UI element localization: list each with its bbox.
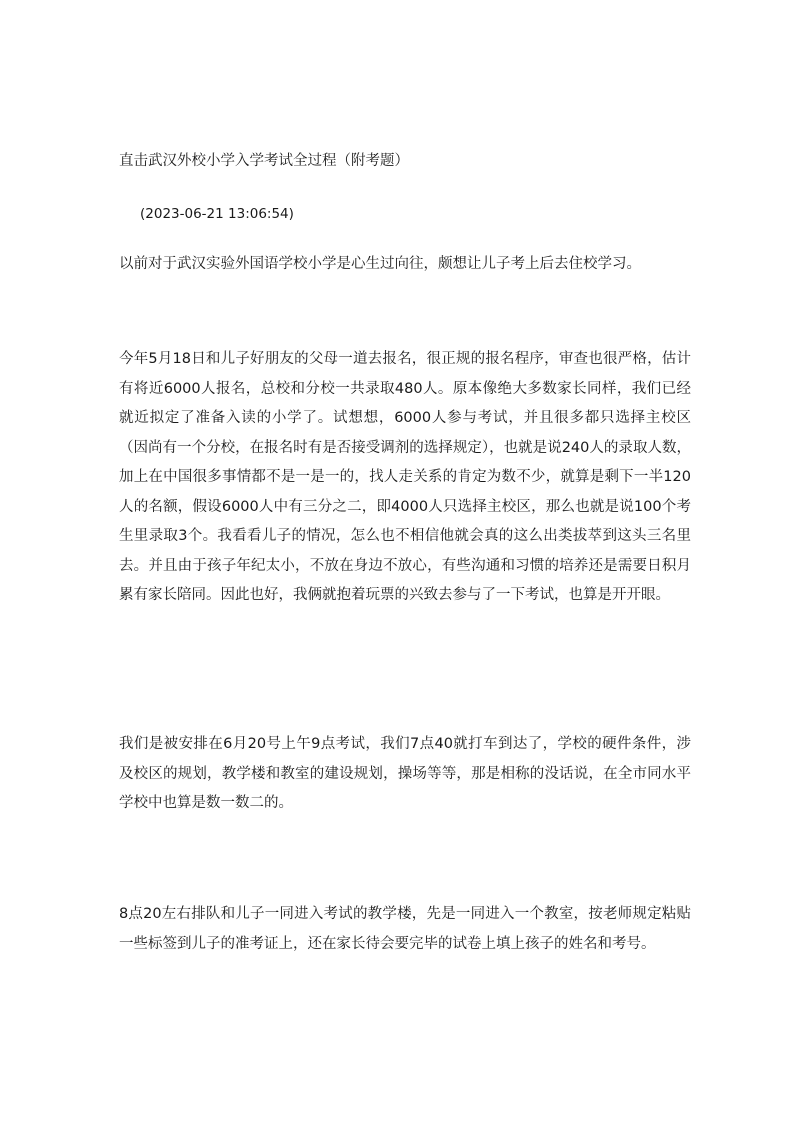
article-title: 直击武汉外校小学入学考试全过程（附考题）: [119, 153, 409, 169]
paragraph-registration: 今年5月18日和儿子好朋友的父母一道去报名，很正规的报名程序，审查也很严格，估计有将近6000人报名，总校和分校一共录取480人。原本像绝大多数家长同样，我们已经就近拟定了准备入读的小学了。试想想，6000人参与考试，并且很多都只选择主校区（因尚有一个分校，在报名时有是否接受调剂的选择规定），也就是说240人的录取人数，加上在中国很多事情都不是一是一的，找人走关系的肯定为数不少，就算是剩下一半120人的名额，假设6000人中有三分之二，即4000人只选择主校区，那么也就是说100个考生里录取3个。我看看儿子的情况，怎么也不相信他就会真的这么出类拔萃到这头三名里去。并且由于孩子年纪太小，不放在身边不放心，有些沟通和习惯的培养还是需要日积月累有家长陪同。因此也好，我俩就抱着玩票的兴致去参与了一下考试，也算是开开眼。: [119, 351, 691, 603]
paragraph-intro: 以前对于武汉实验外国语学校小学是心生过向往，颇想让儿子考上后去住校学习。: [119, 256, 641, 272]
paragraph-exam-arrival: 我们是被安排在6月20号上午9点考试，我们7点40就打车到达了，学校的硬件条件，涉及校区的规划，教学楼和教室的建设规划，操场等等，那是相称的没话说，在全市同水平学校中也算是数一数二的。: [119, 736, 691, 811]
article-date: (2023-06-21 13:06:54): [140, 206, 294, 222]
paragraph-entering-building: 8点20左右排队和儿子一同进入考试的教学楼，先是一同进入一个教室，按老师规定粘贴一些标签到儿子的准考证上，还在家长待会要完毕的试卷上填上孩子的姓名和考号。: [119, 906, 691, 952]
